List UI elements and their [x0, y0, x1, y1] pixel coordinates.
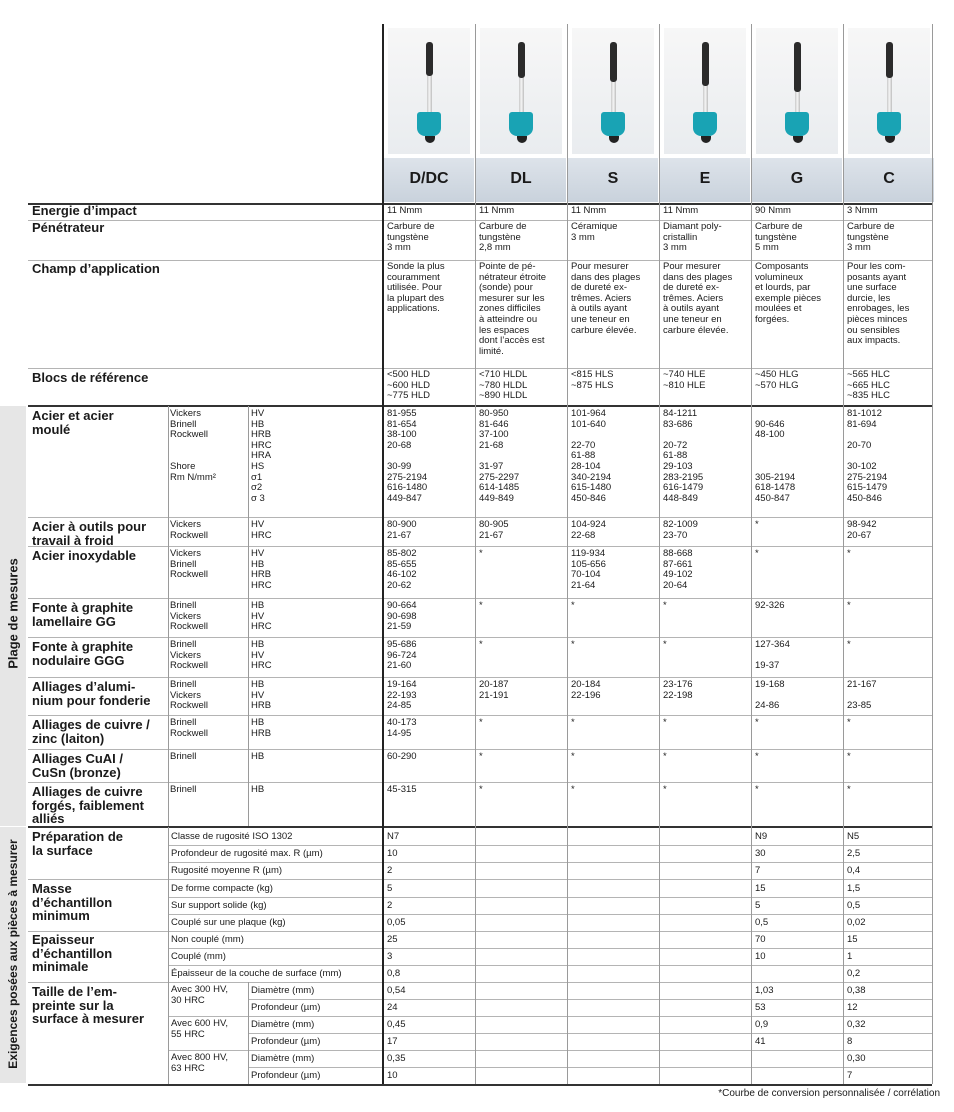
- cell-energie: 11 Nmm: [479, 205, 515, 216]
- probe-rod-icon: [426, 42, 433, 76]
- hardness-tester-probe-icon: [480, 28, 562, 154]
- requirement-desc: Couplé sur une plaque (kg): [171, 917, 286, 928]
- value-dc: 3: [387, 951, 393, 962]
- method-list: Brinell Vickers Rockwell: [170, 639, 209, 672]
- range-cell: *: [847, 600, 851, 611]
- hardness-tester-probe-icon: [848, 28, 930, 154]
- range-cell: *: [479, 639, 483, 650]
- requirement-desc: Rugosité moyenne R (µm): [171, 865, 283, 876]
- range-cell: 80-950 81-646 37-100 21-68 31-97 275-2297 614-1485 449-849: [479, 408, 520, 504]
- requirement-desc: Classe de rugosité ISO 1302: [171, 831, 293, 842]
- range-cell: 127-364 19-37: [755, 639, 790, 672]
- value-c: 0,02: [847, 917, 866, 928]
- requirement-desc: Diamètre (mm): [251, 985, 315, 996]
- value-g: 10: [755, 951, 766, 962]
- scale-list: HV HB HRB HRC: [251, 548, 272, 591]
- value-dc: 24: [387, 1002, 398, 1013]
- grid-line: [28, 598, 932, 599]
- requirement-desc: Profondeur de rugosité max. R (µm): [171, 848, 323, 859]
- material-label: Alliages de cuivre / zinc (laiton): [32, 717, 150, 746]
- material-label: Acier et acier moulé: [32, 408, 114, 437]
- requirement-desc: Profondeur (µm): [251, 1070, 321, 1081]
- material-label: Alliages d’alumi- nium pour fonderie: [32, 679, 151, 708]
- range-cell: *: [755, 548, 759, 559]
- cell-blocs: <500 HLD ~600 HLD ~775 HLD: [387, 369, 431, 402]
- range-cell: *: [479, 751, 483, 762]
- range-cell: 21-167 23-85: [847, 679, 877, 712]
- value-c: 0,4: [847, 865, 861, 876]
- grid-line: [28, 517, 932, 518]
- value-dc: 25: [387, 934, 398, 945]
- footnote: *Courbe de conversion personnalisée / corrélation: [718, 1088, 940, 1099]
- probe-tip-icon: [885, 136, 895, 143]
- cell-penetrateur: Diamant poly- cristallin 3 mm: [663, 221, 722, 254]
- hardness-condition: Avec 800 HV, 63 HRC: [171, 1052, 229, 1074]
- range-cell: 84-1211 83-686 20-72 61-88 29-103 283-2195 616-1479 448-849: [663, 408, 704, 504]
- range-cell: *: [663, 639, 667, 650]
- range-cell: *: [479, 717, 483, 728]
- grid-line: [28, 677, 932, 678]
- value-g: 70: [755, 934, 766, 945]
- probe-rod-icon: [702, 42, 709, 86]
- method-list: Vickers Rockwell: [170, 519, 209, 541]
- cell-champ: Pour mesurer dans des plages de dureté ex- trêmes. Aciers à outils ayant une teneur en carbure élevée.: [663, 261, 733, 336]
- column-header-g: G: [790, 170, 804, 187]
- requirement-desc: Couplé (mm): [171, 951, 226, 962]
- range-cell: *: [847, 548, 851, 559]
- row-label-penetrateur: Pénétrateur: [32, 220, 105, 235]
- cell-champ: Sonde la plus couramment utilisée. Pour la plupart des applications.: [387, 261, 445, 315]
- cell-energie: 3 Nmm: [847, 205, 878, 216]
- hardness-tester-probe-icon: [664, 28, 746, 154]
- scale-list: HB HV HRB: [251, 679, 272, 712]
- value-dc: 10: [387, 848, 398, 859]
- range-cell: *: [847, 717, 851, 728]
- range-cell: 104-924 22-68: [571, 519, 606, 541]
- method-list: Brinell: [170, 751, 197, 762]
- range-cell: 85-802 85-655 46-102 20-62: [387, 548, 417, 591]
- probe-head-icon: [509, 112, 533, 136]
- scale-list: HV HB HRB HRC HRA HS σ1 σ2 σ 3: [251, 408, 272, 504]
- range-cell: *: [571, 784, 575, 795]
- range-cell: *: [571, 717, 575, 728]
- range-cell: *: [571, 751, 575, 762]
- range-cell: *: [571, 600, 575, 611]
- method-list: Brinell Vickers Rockwell: [170, 679, 209, 712]
- range-cell: 90-646 48-100 305-2194 618-1478 450-847: [755, 418, 796, 504]
- cell-blocs: <815 HLS ~875 HLS: [571, 369, 614, 391]
- range-cell: 101-964 101-640 22-70 61-88 28-104 340-2194 615-1480 450-846: [571, 408, 612, 504]
- value-c: N5: [847, 831, 860, 842]
- row-label-energie: Energie d’impact: [32, 203, 137, 218]
- range-cell: 90-664 90-698 21-59: [387, 600, 417, 633]
- requirement-label-masse: Masse d’échantillon minimum: [32, 881, 113, 923]
- grid-line: [28, 715, 932, 716]
- cell-penetrateur: Céramique 3 mm: [571, 221, 618, 243]
- range-cell: 95-686 96-724 21-60: [387, 639, 417, 672]
- column-header-c: C: [883, 170, 895, 187]
- requirement-desc: Sur support solide (kg): [171, 900, 267, 911]
- range-cell: *: [755, 717, 759, 728]
- probe-rod-icon: [794, 42, 801, 92]
- grid-line: [475, 24, 476, 1084]
- range-cell: *: [847, 784, 851, 795]
- cell-champ: Pour les com- posants ayant une surface durcie, les enrobages, les pièces minces ou sensibles aux impacts.: [847, 261, 910, 347]
- probe-rod-icon: [518, 42, 525, 78]
- value-g: 41: [755, 1036, 766, 1047]
- requirement-label-preparation: Préparation de la surface: [32, 829, 124, 858]
- grid-line: [28, 782, 932, 783]
- cell-champ: Pointe de pé- nétrateur étroite (sonde) pour mesurer sur les zones difficiles à atteindre ou les espaces dont l’accès est limité.: [479, 261, 547, 357]
- value-dc: 17: [387, 1036, 398, 1047]
- cell-blocs: ~740 HLE ~810 HLE: [663, 369, 706, 391]
- grid-line: [843, 24, 844, 1084]
- value-dc: 0,54: [387, 985, 406, 996]
- value-c: 8: [847, 1036, 853, 1047]
- cell-blocs: ~450 HLG ~570 HLG: [755, 369, 799, 391]
- value-dc: 2: [387, 865, 393, 876]
- value-g: 30: [755, 848, 766, 859]
- scale-list: HB HRB: [251, 717, 272, 739]
- value-g: 53: [755, 1002, 766, 1013]
- cell-champ: Composants volumineux et lourds, par exemple pièces moulées et forgées.: [755, 261, 822, 325]
- probe-rod-icon: [610, 42, 617, 82]
- hardness-tester-probe-icon: [756, 28, 838, 154]
- requirement-desc: De forme compacte (kg): [171, 883, 273, 894]
- grid-line: [168, 827, 169, 1084]
- probe-head-icon: [693, 112, 717, 136]
- requirement-label-taille: Taille de l’em- preinte sur la surface à mesurer: [32, 984, 145, 1026]
- grid-line: [659, 24, 660, 1084]
- row-label-champ: Champ d’application: [32, 261, 160, 276]
- requirement-desc: Diamètre (mm): [251, 1019, 315, 1030]
- value-g: 15: [755, 883, 766, 894]
- value-g: N9: [755, 831, 768, 842]
- method-list: Brinell: [170, 784, 197, 795]
- probe-head-icon: [877, 112, 901, 136]
- value-c: 1: [847, 951, 853, 962]
- value-c: 0,38: [847, 985, 866, 996]
- range-cell: *: [479, 600, 483, 611]
- range-cell: 19-168 24-86: [755, 679, 785, 712]
- cell-penetrateur: Carbure de tungstène 3 mm: [387, 221, 435, 254]
- probe-tip-icon: [609, 136, 619, 143]
- column-header-ddc: D/DC: [409, 170, 449, 187]
- cell-penetrateur: Carbure de tungstène 3 mm: [847, 221, 895, 254]
- requirement-desc: Non couplé (mm): [171, 934, 244, 945]
- exigences-side-label: Exigences posées aux pièces à mesurer: [6, 839, 20, 1069]
- range-cell: 82-1009 23-70: [663, 519, 698, 541]
- cell-penetrateur: Carbure de tungstène 5 mm: [755, 221, 803, 254]
- method-list: Vickers Brinell Rockwell: [170, 548, 209, 581]
- material-label: Alliages CuAI / CuSn (bronze): [32, 751, 124, 780]
- value-c: 15: [847, 934, 858, 945]
- range-cell: 80-905 21-67: [479, 519, 509, 541]
- value-dc: 5: [387, 883, 393, 894]
- range-cell: *: [663, 600, 667, 611]
- range-cell: *: [571, 639, 575, 650]
- material-label: Fonte à graphite lamellaire GG: [32, 600, 134, 629]
- range-cell: *: [663, 717, 667, 728]
- material-label: Fonte à graphite nodulaire GGG: [32, 639, 134, 668]
- material-label: Alliages de cuivre forgés, faiblement alliés: [32, 784, 144, 826]
- material-label: Acier inoxydable: [32, 548, 137, 563]
- value-c: 0,30: [847, 1053, 866, 1064]
- value-dc: 2: [387, 900, 393, 911]
- column-header-dl: DL: [510, 170, 532, 187]
- value-g: 0,9: [755, 1019, 769, 1030]
- grid-line: [28, 749, 932, 750]
- cell-blocs: ~565 HLC ~665 HLC ~835 HLC: [847, 369, 891, 402]
- probe-tip-icon: [517, 136, 527, 143]
- method-list: Brinell Vickers Rockwell: [170, 600, 209, 633]
- hardness-tester-probe-icon: [572, 28, 654, 154]
- requirement-desc: Profondeur (µm): [251, 1002, 321, 1013]
- range-cell: *: [847, 639, 851, 650]
- grid-line: [28, 1084, 932, 1086]
- hardness-condition: Avec 300 HV, 30 HRC: [171, 984, 229, 1006]
- requirement-desc: Profondeur (µm): [251, 1036, 321, 1047]
- range-cell: 19-164 22-193 24-85: [387, 679, 417, 712]
- cell-champ: Pour mesurer dans des plages de dureté ex- trêmes. Aciers à outils ayant une teneur en carbure élevée.: [571, 261, 641, 336]
- value-g: 7: [755, 865, 761, 876]
- range-cell: 119-934 105-656 70-104 21-64: [571, 548, 606, 591]
- scale-list: HV HRC: [251, 519, 272, 541]
- range-cell: 20-184 22-196: [571, 679, 601, 701]
- plage-side-label: Plage de mesures: [5, 558, 21, 669]
- value-c: 1,5: [847, 883, 861, 894]
- value-c: 0,5: [847, 900, 861, 911]
- hardness-tester-probe-icon: [388, 28, 470, 154]
- probe-rod-icon: [886, 42, 893, 78]
- cell-energie: 11 Nmm: [571, 205, 607, 216]
- value-c: 12: [847, 1002, 858, 1013]
- value-dc: 0,35: [387, 1053, 406, 1064]
- value-dc: 0,8: [387, 968, 401, 979]
- grid-line: [28, 637, 932, 638]
- requirement-label-epaisseur: Epaisseur d’échantillon minimale: [32, 932, 113, 974]
- scale-list: HB HV HRC: [251, 600, 272, 633]
- scale-list: HB HV HRC: [251, 639, 272, 672]
- value-c: 0,32: [847, 1019, 866, 1030]
- range-cell: 92-326: [755, 600, 785, 611]
- range-cell: *: [755, 784, 759, 795]
- range-cell: 60-290: [387, 751, 417, 762]
- hardness-condition: Avec 600 HV, 55 HRC: [171, 1018, 229, 1040]
- method-list: Vickers Brinell Rockwell Shore Rm N/mm²: [170, 408, 216, 483]
- range-cell: 98-942 20-67: [847, 519, 877, 541]
- probe-tip-icon: [793, 136, 803, 143]
- scale-list: HB: [251, 784, 265, 795]
- column-header-e: E: [699, 170, 711, 187]
- grid-line: [751, 24, 752, 1084]
- probe-head-icon: [417, 112, 441, 136]
- cell-penetrateur: Carbure de tungstène 2,8 mm: [479, 221, 527, 254]
- column-header-s: S: [607, 170, 619, 187]
- value-g: 1,03: [755, 985, 774, 996]
- value-dc: 10: [387, 1070, 398, 1081]
- range-cell: *: [755, 751, 759, 762]
- range-cell: *: [479, 784, 483, 795]
- range-cell: 81-1012 81-694 20-70 30-102 275-2194 615-1479 450-846: [847, 408, 888, 504]
- grid-line: [248, 982, 249, 1084]
- range-cell: 45-315: [387, 784, 417, 795]
- scale-list: HB: [251, 751, 265, 762]
- range-cell: 40-173 14-95: [387, 717, 417, 739]
- value-c: 0,2: [847, 968, 861, 979]
- range-cell: *: [663, 784, 667, 795]
- cell-blocs: <710 HLDL ~780 HLDL ~890 HLDL: [479, 369, 528, 402]
- range-cell: 23-176 22-198: [663, 679, 693, 701]
- range-cell: 88-668 87-661 49-102 20-64: [663, 548, 693, 591]
- requirement-desc: Épaisseur de la couche de surface (mm): [171, 968, 342, 979]
- cell-energie: 90 Nmm: [755, 205, 791, 216]
- probe-tip-icon: [425, 136, 435, 143]
- range-cell: *: [663, 751, 667, 762]
- value-dc: 0,05: [387, 917, 406, 928]
- probe-head-icon: [785, 112, 809, 136]
- probe-head-icon: [601, 112, 625, 136]
- range-cell: 81-955 81-654 38-100 20-68 30-99 275-2194 616-1480 449-847: [387, 408, 428, 504]
- value-g: 0,5: [755, 917, 769, 928]
- probe-tip-icon: [701, 136, 711, 143]
- range-cell: *: [755, 519, 759, 530]
- range-cell: *: [479, 548, 483, 559]
- requirement-desc: Diamètre (mm): [251, 1053, 315, 1064]
- grid-line: [567, 24, 568, 1084]
- grid-line: [28, 405, 932, 407]
- cell-energie: 11 Nmm: [387, 205, 423, 216]
- value-g: 5: [755, 900, 761, 911]
- row-label-blocs: Blocs de référence: [32, 370, 149, 385]
- value-dc: N7: [387, 831, 400, 842]
- range-cell: *: [847, 751, 851, 762]
- value-dc: 0,45: [387, 1019, 406, 1030]
- range-cell: 80-900 21-67: [387, 519, 417, 541]
- value-c: 7: [847, 1070, 853, 1081]
- value-c: 2,5: [847, 848, 861, 859]
- range-cell: 20-187 21-191: [479, 679, 509, 701]
- grid-line: [248, 406, 249, 826]
- material-label: Acier à outils pour travail à froid: [32, 519, 147, 548]
- cell-energie: 11 Nmm: [663, 205, 699, 216]
- method-list: Brinell Rockwell: [170, 717, 209, 739]
